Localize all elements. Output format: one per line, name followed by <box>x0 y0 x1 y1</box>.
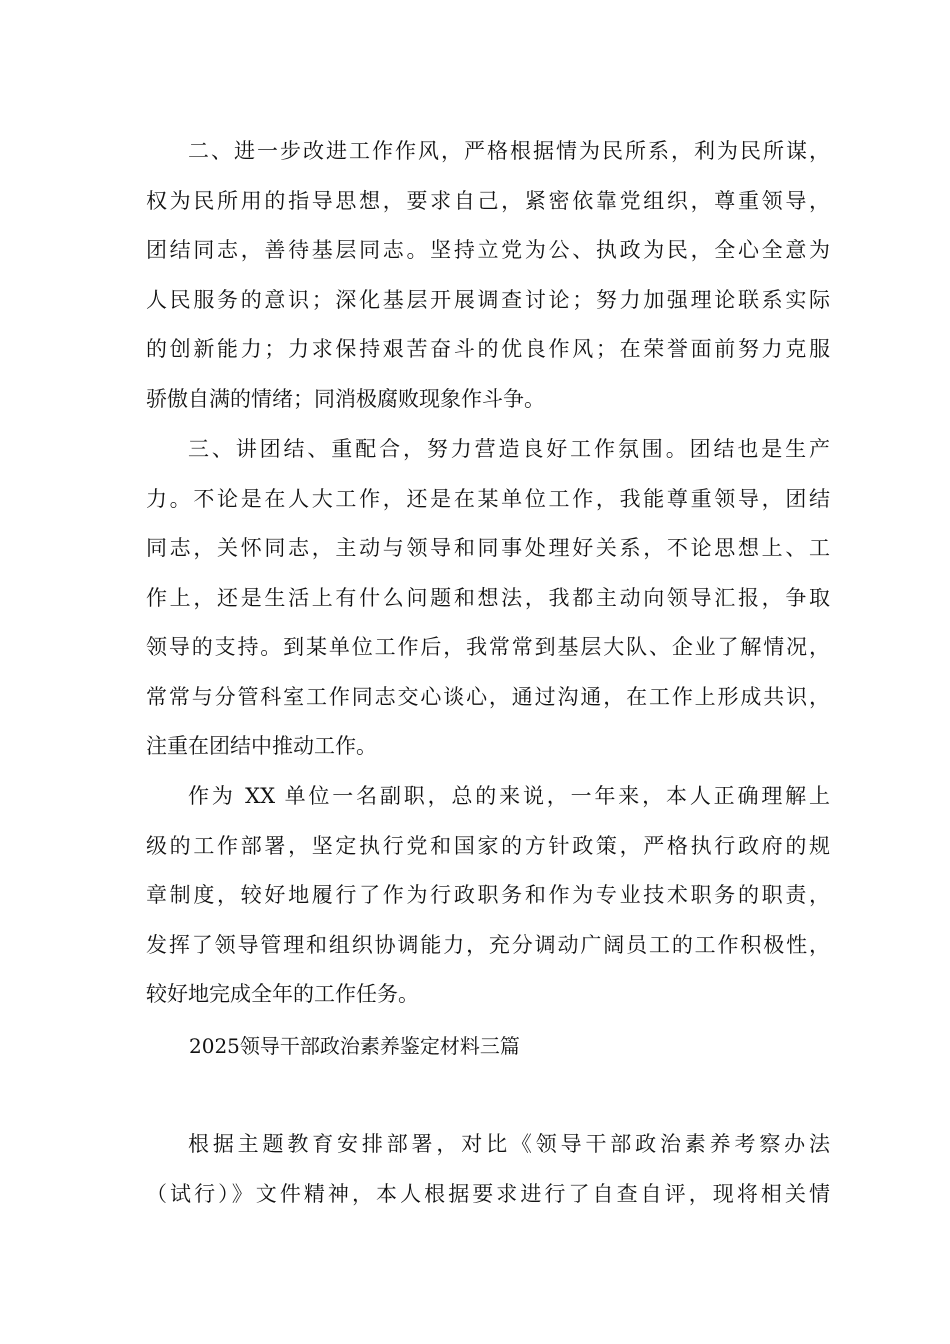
paragraph-line: 三、讲团结、重配合，努力营造良好工作氛围。团结也是生产 <box>188 437 830 461</box>
paragraph-unity <box>146 434 830 781</box>
paragraph-self-review <box>146 1129 830 1228</box>
paragraph-line: 领导的支持。到某单位工作后，我常常到基层大队、企业了解情况， <box>146 635 830 659</box>
paragraph-line: 章制度，较好地履行了作为行政职务和作为专业技术职务的职责， <box>146 883 830 907</box>
paragraph-line: 骄傲自满的情绪；同消极腐败现象作斗争。 <box>146 386 545 411</box>
section-title: 2025领导干部政治素养鉴定材料三篇 <box>189 1034 520 1058</box>
paragraph-line: 二、进一步改进工作作风，严格根据情为民所系，利为民所谋， <box>188 139 830 163</box>
paragraph-line: 注重在团结中推动工作。 <box>146 734 377 758</box>
paragraph-line: 常常与分管科室工作同志交心谈心，通过沟通，在工作上形成共识， <box>146 684 830 709</box>
paragraph-line: 的创新能力；力求保持艰苦奋斗的优良作风；在荣誉面前努力克服 <box>146 337 830 361</box>
paragraph-line: 作为 XX 单位一名副职，总的来说，一年来，本人正确理解上 <box>188 784 830 808</box>
paragraph-line: 级的工作部署，坚定执行党和国家的方针政策，严格执行政府的规 <box>146 833 830 858</box>
paragraph-work-style <box>146 136 830 433</box>
paragraph-line: 较好地完成全年的工作任务。 <box>146 982 419 1006</box>
paragraph-line: （试行）》文件精神，本人根据要求进行了自查自评，现将相关情 <box>146 1181 830 1206</box>
paragraph-line: 权为民所用的指导思想，要求自己，紧密依靠党组织，尊重领导， <box>146 188 830 213</box>
paragraph-line: 团结同志，善待基层同志。坚持立党为公、执政为民，全心全意为 <box>146 238 830 262</box>
paragraph-line: 根据主题教育安排部署，对比《领导干部政治素养考察办法 <box>188 1132 830 1156</box>
paragraph-line: 人民服务的意识；深化基层开展调查讨论；努力加强理论联系实际 <box>146 287 830 312</box>
paragraph-line: 发挥了领导管理和组织协调能力，充分调动广阔员工的工作积极性， <box>146 932 830 957</box>
paragraph-line: 作上，还是生活上有什么问题和想法，我都主动向领导汇报，争取 <box>146 585 830 610</box>
paragraph-summary <box>146 781 830 1029</box>
paragraph-line: 力。不论是在人大工作，还是在某单位工作，我能尊重领导，团结 <box>146 486 830 511</box>
paragraph-line: 同志，关怀同志，主动与领导和同事处理好关系，不论思想上、工 <box>146 536 830 560</box>
